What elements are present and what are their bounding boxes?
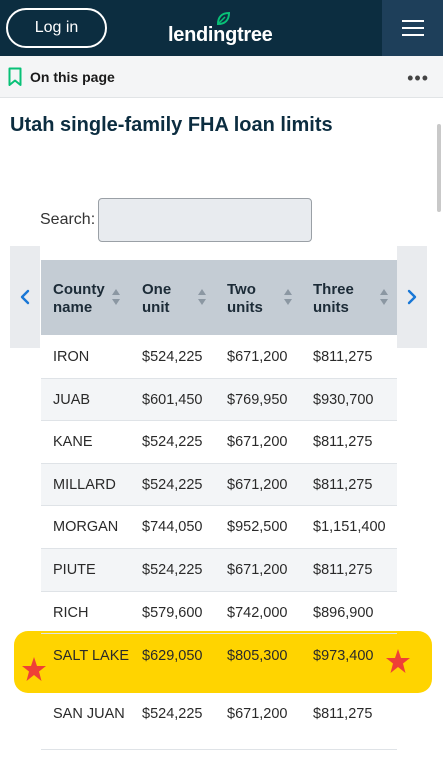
one-unit-cell: $524,225 — [142, 349, 203, 365]
scroll-right-button[interactable] — [397, 246, 427, 348]
three-units-cell: $811,275 — [313, 349, 373, 365]
three-units-cell: $930,700 — [313, 391, 374, 408]
three-units-cell: $973,400 — [313, 648, 374, 665]
two-units-cell: $742,000 — [227, 604, 288, 621]
page-title: Utah single-family FHA loan limits — [10, 114, 333, 136]
login-button[interactable]: Log in — [6, 8, 107, 48]
table-row — [41, 692, 397, 750]
two-units-cell: $952,500 — [227, 519, 288, 536]
scrollbar[interactable] — [437, 124, 441, 212]
table-row — [41, 464, 397, 507]
menu-button[interactable] — [382, 0, 443, 56]
county-cell: MORGAN — [53, 519, 119, 536]
sort-icon[interactable] — [283, 286, 293, 308]
column-header-county[interactable]: County name — [53, 281, 105, 316]
column-header-three-units[interactable]: Three units — [313, 281, 354, 316]
county-cell: JUAB — [53, 391, 91, 408]
search-label: Search: — [40, 211, 96, 228]
chevron-right-icon — [406, 289, 418, 305]
sort-icon[interactable] — [379, 286, 389, 308]
table-row — [41, 592, 397, 635]
star-icon — [20, 655, 48, 683]
table-body — [41, 336, 397, 750]
logo-text: lendingtree — [168, 24, 273, 46]
two-units-cell: $671,200 — [227, 561, 288, 578]
county-cell: SALT LAKE — [53, 648, 130, 665]
county-cell: KANE — [53, 434, 93, 451]
on-this-page-bar[interactable] — [0, 56, 443, 98]
table-row — [41, 379, 397, 422]
two-units-cell: $805,300 — [227, 648, 288, 665]
column-header-one-unit[interactable]: One unit — [142, 281, 172, 316]
table-row-highlighted — [41, 634, 397, 692]
search-input[interactable] — [98, 198, 312, 242]
one-unit-cell: $524,225 — [142, 561, 203, 578]
three-units-cell: $811,275 — [313, 706, 373, 723]
three-units-cell: $811,275 — [313, 561, 373, 578]
scroll-left-button[interactable] — [10, 246, 40, 348]
two-units-cell: $671,200 — [227, 349, 288, 365]
two-units-cell: $671,200 — [227, 434, 288, 451]
one-unit-cell: $524,225 — [142, 476, 203, 493]
county-cell: IRON — [53, 349, 90, 365]
one-unit-cell: $601,450 — [142, 391, 203, 408]
table-row — [41, 549, 397, 592]
chevron-left-icon — [19, 289, 31, 305]
one-unit-cell: $629,050 — [142, 648, 203, 665]
table-header — [41, 260, 397, 335]
one-unit-cell: $744,050 — [142, 519, 203, 536]
county-cell: MILLARD — [53, 476, 116, 493]
table-row — [41, 336, 397, 379]
bookmark-icon — [8, 67, 22, 87]
two-units-cell: $671,200 — [227, 706, 288, 723]
two-units-cell: $671,200 — [227, 476, 288, 493]
one-unit-cell: $524,225 — [142, 434, 203, 451]
on-this-page-label: On this page — [30, 69, 115, 85]
sort-icon[interactable] — [111, 286, 121, 308]
table-row — [41, 421, 397, 464]
three-units-cell: $811,275 — [313, 434, 373, 451]
two-units-cell: $769,950 — [227, 391, 288, 408]
top-nav-bar — [0, 0, 443, 56]
one-unit-cell: $524,225 — [142, 706, 203, 723]
sort-icon[interactable] — [197, 286, 207, 308]
three-units-cell: $1,151,400 — [313, 519, 386, 536]
county-cell: PIUTE — [53, 561, 96, 578]
column-header-two-units[interactable]: Two units — [227, 281, 263, 316]
one-unit-cell: $579,600 — [142, 604, 203, 621]
county-cell: RICH — [53, 604, 89, 621]
three-units-cell: $896,900 — [313, 604, 374, 621]
star-icon — [384, 647, 412, 675]
table-row — [41, 506, 397, 549]
county-cell: SAN JUAN — [53, 706, 125, 723]
three-units-cell: $811,275 — [313, 476, 373, 493]
lendingtree-logo[interactable] — [168, 12, 296, 48]
more-icon[interactable]: ••• — [407, 68, 429, 88]
hamburger-icon — [402, 19, 424, 37]
